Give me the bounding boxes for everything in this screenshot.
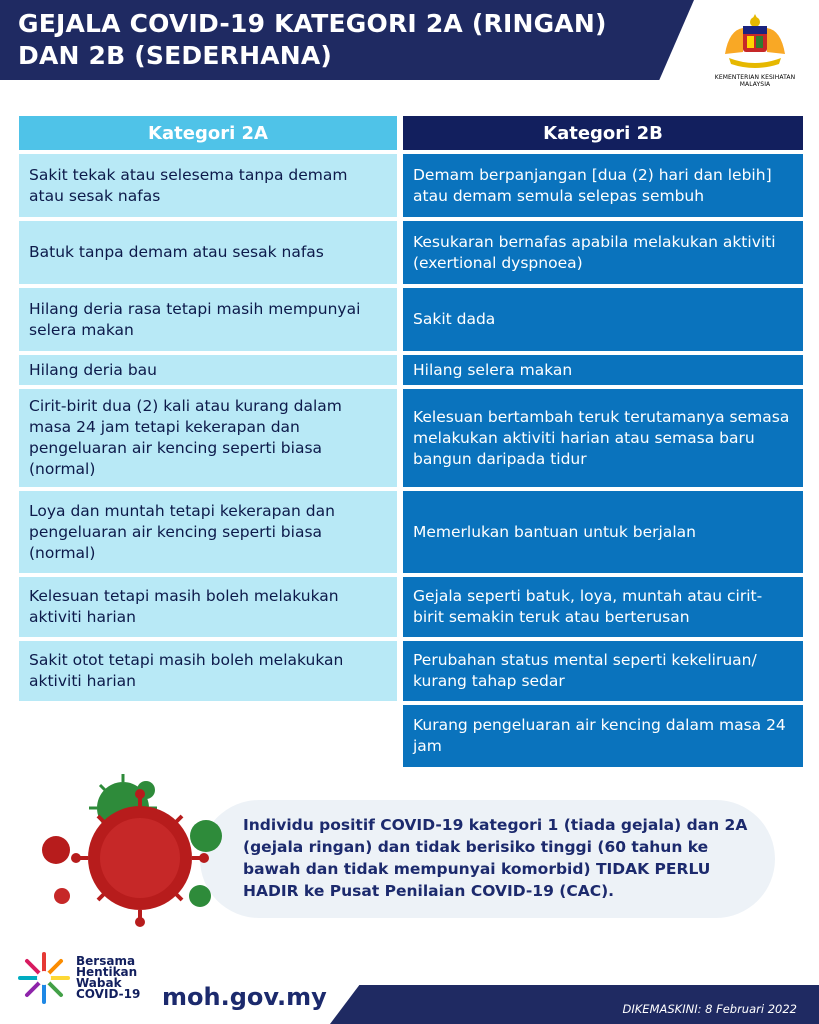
- notice-text: Individu positif COVID-19 kategori 1 (tiada gejala) dan 2A (gejala ringan) dan tidak berisiko tinggi (60 tahun ke bawah dan tidak mempunyai komorbid) TIDAK PERLU HADIR ke Pusat Penilaian COVID-19 (CAC).: [243, 816, 748, 900]
- virus-illustration-icon: [28, 766, 238, 936]
- kategori-2b-header: Kategori 2B: [403, 116, 803, 150]
- page-title: GEJALA COVID-19 KATEGORI 2A (RINGAN) DAN 2B (SEDERHANA): [18, 9, 607, 70]
- kategori-2a-item: Sakit tekak atau selesema tanpa demam atau sesak nafas: [19, 154, 397, 217]
- kategori-2b-column: [403, 116, 803, 771]
- kategori-2b-item: Gejala seperti batuk, loya, muntah atau cirit-birit semakin teruk atau berterusan: [403, 577, 803, 637]
- ministry-name: KEMENTERIAN KESIHATAN MALAYSIA: [714, 74, 796, 88]
- campaign-line: Wabak: [76, 976, 122, 990]
- kategori-2a-item: Hilang deria rasa tetapi masih mempunyai selera makan: [19, 288, 397, 351]
- campaign-slogan: [76, 956, 140, 1000]
- website-link[interactable]: moh.gov.my: [162, 983, 327, 1011]
- kategori-2b-item: Kelesuan bertambah teruk terutamanya semasa melakukan aktiviti harian atau semasa baru bangun daripada tidur: [403, 389, 803, 487]
- kategori-2b-item: Kesukaran bernafas apabila melakukan aktiviti (exertional dyspnoea): [403, 221, 803, 284]
- kategori-2b-item: Demam berpanjangan [dua (2) hari dan lebih] atau demam semula selepas sembuh: [403, 154, 803, 217]
- kategori-2b-item: Kurang pengeluaran air kencing dalam masa 24 jam: [403, 705, 803, 767]
- campaign-line: Hentikan: [76, 965, 138, 979]
- kategori-2a-item: Kelesuan tetapi masih boleh melakukan aktiviti harian: [19, 577, 397, 637]
- kategori-2a-item: Hilang deria bau: [19, 355, 397, 385]
- kategori-2a-item: Loya dan muntah tetapi kekerapan dan pengeluaran air kencing seperti biasa (normal): [19, 491, 397, 573]
- updated-date: DIKEMASKINI: 8 Februari 2022: [622, 1002, 797, 1016]
- kategori-2a-column: [19, 116, 397, 705]
- campaign-logo: [16, 950, 140, 1006]
- kategori-2b-item: Sakit dada: [403, 288, 803, 351]
- coat-of-arms-icon: [717, 10, 793, 72]
- kategori-2a-header: Kategori 2A: [19, 116, 397, 150]
- kategori-2b-item: Hilang selera makan: [403, 355, 803, 385]
- kategori-2b-item: Memerlukan bantuan untuk berjalan: [403, 491, 803, 573]
- campaign-line: COVID-19: [76, 987, 141, 1001]
- kategori-2a-item: Cirit-birit dua (2) kali atau kurang dalam masa 24 jam tetapi kekerapan dan pengeluaran air kencing seperti biasa (normal): [19, 389, 397, 487]
- campaign-line: Bersama: [76, 954, 136, 968]
- kategori-2b-item: Perubahan status mental seperti kekeliruan/ kurang tahap sedar: [403, 641, 803, 701]
- kategori-2a-item: Batuk tanpa demam atau sesak nafas: [19, 221, 397, 284]
- sunburst-logo-icon: [16, 950, 72, 1006]
- ministry-logo: [699, 10, 811, 88]
- kategori-2a-item: Sakit otot tetapi masih boleh melakukan aktiviti harian: [19, 641, 397, 701]
